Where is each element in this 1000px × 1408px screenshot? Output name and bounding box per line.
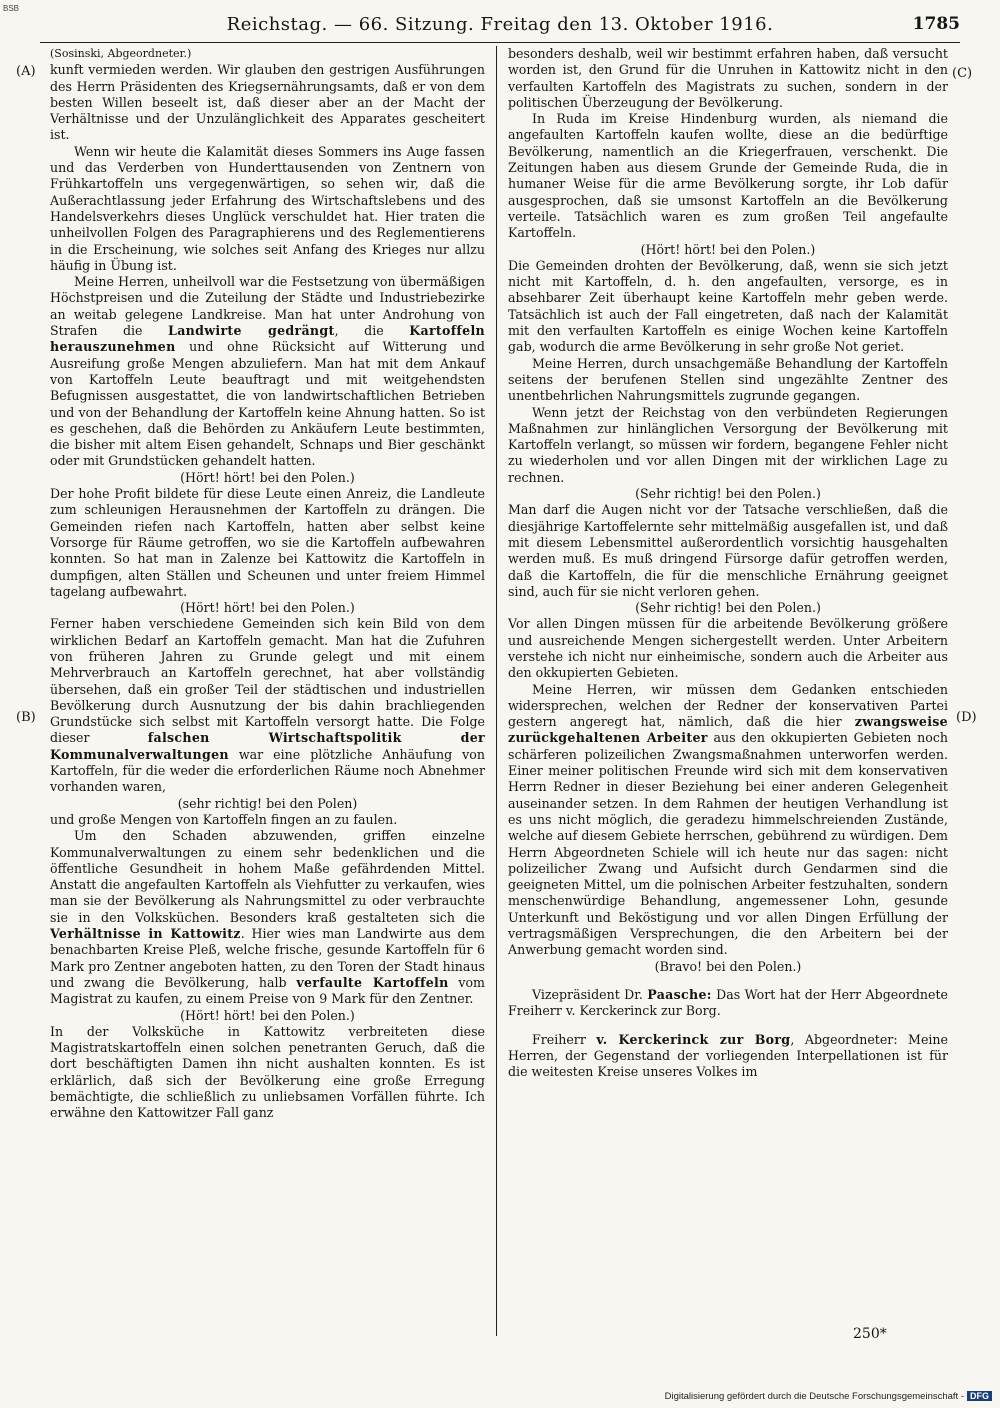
library-watermark: BSB bbox=[3, 4, 20, 13]
paragraph: kunft vermieden werden. Wir glauben den gestrigen Ausführungen des Herrn Präsidenten des Kriegsernährungsamts, daß er von dem besten Willen beseelt ist, daß dieser aber an der Macht der Verhältnisse und der Unzulänglichkeit des Apparates gescheitert ist. bbox=[50, 62, 485, 143]
interjection: (Sehr richtig! bei den Polen.) bbox=[635, 600, 821, 616]
speaker-name: Paasche: bbox=[647, 986, 712, 1002]
page-number: 1785 bbox=[912, 14, 960, 34]
header-title: Reichstag. — 66. Sitzung. Freitag den 13. Oktober 1916. bbox=[226, 14, 774, 35]
footer-text: Digitalisierung gefördert durch die Deutsche Forschungsgemeinschaft - bbox=[664, 1391, 964, 1402]
paragraph: Meine Herren, durch unsachgemäße Behandlung der Kartoffeln seitens der berufenen Stellen sind ungezählte Zentner des unentbehrlichen Nahrungsmittels zugrunde gegangen. bbox=[508, 355, 948, 404]
paragraph: Vor allen Dingen müssen für die arbeitende Bevölkerung größere und ausreichende Mengen sichergestellt werden. Unter Arbeitern verstehe ich nicht nur einheimische, sondern auch die Arbeiter aus den okkupierten Gebieten. bbox=[508, 616, 948, 681]
paragraph: Ferner haben verschiedene Gemeinden sich kein Bild von dem wirklichen Bedarf an Kartoffeln gemacht. Man hat die Zufuhren von früheren Jahren zu Grunde gelegt und mit einem Mehrverbrauch an Kartoffeln gerechnet, hat aber vollständig übersehen, daß ein großer Teil der städtischen und industriellen Bevölkerung durch Ausnutzung der bis dahin brachliegenden Grundstücke sich selbst mit Kartoffeln versorgt hatte. Die Folge dieser falschen Wirtschaftspolitik der Kommunalverwaltungen war eine plötzliche Anhäufung von Kartoffeln, für die weder die erforderlichen Räume noch Abnehmer vorhanden waren, bbox=[50, 616, 485, 795]
column-divider bbox=[496, 46, 497, 1336]
interjection: (Hört! hört! bei den Polen.) bbox=[640, 241, 816, 257]
paragraph: Die Gemeinden drohten der Bevölkerung, daß, wenn sie sich jetzt nicht mit Kartoffeln, d. h. den angefaulten, versorge, es in absehbarer Zeit überhaupt keine Kartoffeln mehr geben werde. Tatsächlich ist auch der Fall eingetreten, daß nach der Kalamität mit den verfaulten Kartoffeln es einige Wochen keine Kartoffeln gab, wodurch die arme Bevölkerung in sehr große Not geriet. bbox=[508, 257, 948, 355]
emphasis: falschen Wirtschaftspolitik der Kommunalverwaltungen bbox=[50, 730, 485, 762]
paragraph: In der Volksküche in Kattowitz verbreiteten diese Magistratskartoffeln einen solchen penetranten Geruch, daß die dort beschäftigten Damen ihn nicht aushalten konnten. Es ist erklärlich, daß sich der Bevölkerung eine große Erregung bemächtigte, die schließlich zu unliebsamen Vorfällen führte. Ich erwähne den Kattowitzer Fall ganz bbox=[50, 1023, 485, 1121]
paragraph: und große Mengen von Kartoffeln fingen an zu faulen. bbox=[50, 811, 398, 827]
interjection: (Hört! hört! bei den Polen.) bbox=[180, 1007, 355, 1023]
interjection: (Bravo! bei den Polen.) bbox=[654, 958, 802, 974]
paragraph: Wenn jetzt der Reichstag von den verbündeten Regierungen Maßnahmen zur hinlänglichen Versorgung der Bevölkerung mit Kartoffeln verlangt, so müssen wir fordern, begangene Fehler nicht zu wiederholen und vor allen Dingen mit der wirklichen Lage zu rechnen. bbox=[508, 404, 948, 485]
interjection: (sehr richtig! bei den Polen) bbox=[177, 795, 358, 811]
interjection: (Sehr richtig! bei den Polen.) bbox=[635, 486, 821, 502]
header-rule bbox=[40, 42, 960, 43]
speaker-name: v. Kerckerinck zur Borg bbox=[596, 1031, 791, 1047]
left-column bbox=[50, 46, 485, 1122]
paragraph: Meine Herren, unheilvoll war die Festsetzung von übermäßigen Höchstpreisen und die Zuteilung der Städte und Industriebezirke an weitab gelegene Landkreise. Man hat unter Androhung von Strafen die Landwirte gedrängt, die Kartoffeln herauszunehmen und ohne Rücksicht auf Witterung und Ausreifung große Mengen abzuliefern. Man hat mit dem Ankauf von Kartoffeln Leute beauftragt und mit weitgehendsten Befugnissen ausgestattet, die von landwirtschaftlichen Betrieben und von der Behandlung der Kartoffeln keine Ahnung hatten. So ist es geschehen, daß die Behörden zu Ankäufern Leute bestimmten, die bisher mit altem Eisen gehandelt, Schnaps und Bier geschänkt oder mit Grundstücken gehandelt hatten. bbox=[50, 274, 485, 469]
signature-mark: 250* bbox=[853, 1326, 887, 1342]
digitization-footer bbox=[665, 1391, 992, 1402]
right-column bbox=[508, 46, 948, 1080]
interjection: (Hört! hört! bei den Polen.) bbox=[180, 600, 355, 616]
paragraph: Wenn wir heute die Kalamität dieses Sommers ins Auge fassen und das Verderben von Hunderttausenden von Zentnern von Frühkartoffeln uns vergegenwärtigen, so sehen wir, daß die Außerachtlassung jeder Erfahrung des Wirtschaftslebens und des Handelsverkehrs dieses Unglück verschuldet hat. Hier traten die unheilvollen Folgen des Paragraphierens und des Reglementierens in die Erscheinung, wie solches seit Anfang des Krieges nur allzu häufig in Übung ist. bbox=[50, 143, 485, 273]
margin-marker-a: (A) bbox=[16, 64, 36, 79]
paragraph: In Ruda im Kreise Hindenburg wurden, als niemand die angefaulten Kartoffeln kaufen wollte, diese an die bedürftige Bevölkerung, namentlich an die Kriegerfrauen, verschenkt. Die Zeitungen haben aus diesem Grunde der Gemeinde Ruda, die in humaner Weise für die arme Bevölkerung sorgte, ihr Lob dafür ausgesprochen, daß sie umsonst Kartoffeln an die Bevölkerung verteile. Tatsächlich waren es zum großen Teil angefaulte Kartoffeln. bbox=[508, 111, 948, 241]
speaker-turn: Freiherr v. Kerckerinck zur Borg, Abgeordneter: Meine Herren, der Gegenstand der vorliegenden Interpellationen ist für die weitesten Kreise unseres Volkes im bbox=[508, 1031, 948, 1080]
paragraph: Man darf die Augen nicht vor der Tatsache verschließen, daß die diesjährige Kartoffelernte sehr mittelmäßig ausgefallen ist, und daß mit diesem Lebensmittel außerordentlich vorsichtig hausgehalten werden muß. Es muß dringend Fürsorge dafür getroffen werden, daß die Kartoffeln, die für die menschliche Ernährung geeignet sind, auch für sie nicht verloren gehen. bbox=[508, 502, 948, 599]
emphasis: Landwirte gedrängt bbox=[168, 323, 335, 339]
paragraph: besonders deshalb, weil wir bestimmt erfahren haben, daß versucht worden ist, den Grund für die Unruhen in Kattowitz nicht in den verfaulten Kartoffeln des Magistrats zu suchen, sondern in der politischen Überzeugung der Bevölkerung. bbox=[508, 46, 948, 110]
speaker-attribution: (Sosinski, Abgeordneter.) bbox=[50, 47, 192, 60]
interjection: (Hört! hört! bei den Polen.) bbox=[180, 469, 355, 485]
speaker-turn: Vizepräsident Dr. Paasche: Das Wort hat der Herr Abgeordnete Freiherr v. Kerckerinck zur Borg. bbox=[508, 986, 948, 1019]
emphasis: Verhältnisse in Kattowitz bbox=[50, 926, 241, 942]
paragraph: Der hohe Profit bildete für diese Leute einen Anreiz, die Landleute zum schleunigen Herausnehmen der Kartoffeln zu drängen. Die Gemeinden riefen nach Kartoffeln, hatten aber selbst keine Vorsorge für Räume getroffen, wo sie die Kartoffeln aufbewahren konnten. So hat man in Zalenze bei Kattowitz die Kartoffeln in dumpfigen, alten Ställen und Scheunen und unter freiem Himmel tagelang aufbewahrt. bbox=[50, 486, 485, 599]
emphasis: verfaulte Kartoffeln bbox=[296, 974, 449, 990]
dfg-logo: DFG bbox=[967, 1391, 992, 1401]
margin-marker-d: (D) bbox=[956, 710, 977, 725]
running-header bbox=[40, 14, 960, 40]
paragraph: Um den Schaden abzuwenden, griffen einzelne Kommunalverwaltungen zu einem sehr bedenklichen und die öffentliche Gesundheit in hohem Maße gefährdenden Mittel. Anstatt die angefaulten Kartoffeln als Viehfutter zu verkaufen, wies man sie der Bevölkerung als Nahrungsmittel zu oder verbrauchte sie in den Volksküchen. Besonders kraß gestalteten sich die Verhältnisse in Kattowitz. Hier wies man Landwirte aus dem benachbarten Kreise Pleß, welche frische, gesunde Kartoffeln für 6 Mark pro Zentner angeboten hatten, zu den Toren der Stadt hinaus und zwang die Bevölkerung, halb verfaulte Kartoffeln vom Magistrat zu kaufen, zu einem Preise von 9 Mark für den Zentner. bbox=[50, 828, 485, 1007]
paragraph: Meine Herren, wir müssen dem Gedanken entschieden widersprechen, welchen der Redner der konservativen Partei gestern angeregt hat, nämlich, daß die hier zwangsweise zurückgehaltenen Arbeiter aus den okkupierten Gebieten noch schärferen polizeilichen Zwangsmaßnahmen unterworfen werden. Einer meiner politischen Freunde wird sich mit dem konservativen Herrn Redner in dieser Beziehung bei einer anderen Gelegenheit auseinander setzen. In dem Rahmen der heutigen Verhandlung ist es uns nicht möglich, die geradezu himmelschreienden Zustände, welche auf diesem Gebiete herrschen, gebührend zu würdigen. Dem Herrn Abgeordneten Schiele will ich heute nur das sagen: nicht polizeilicher Zwang und Aufsicht durch Gendarmen sind die geeigneten Mittel, um die polnischen Arbeiter festzuhalten, sondern menschenwürdige Behandlung, angemessener Lohn, gesunde Unterkunft und Beköstigung und vor allen Dingen Erfüllung der vertragsmäßigen Versprechungen, die den Arbeitern bei der Anwerbung gemacht worden sind. bbox=[508, 681, 948, 958]
emphasis: zwangsweise zurückgehaltenen Arbeiter bbox=[508, 714, 948, 746]
margin-marker-b: (B) bbox=[16, 710, 36, 725]
emphasis: Kartoffeln herauszunehmen bbox=[50, 323, 485, 355]
margin-marker-c: (C) bbox=[952, 66, 973, 81]
